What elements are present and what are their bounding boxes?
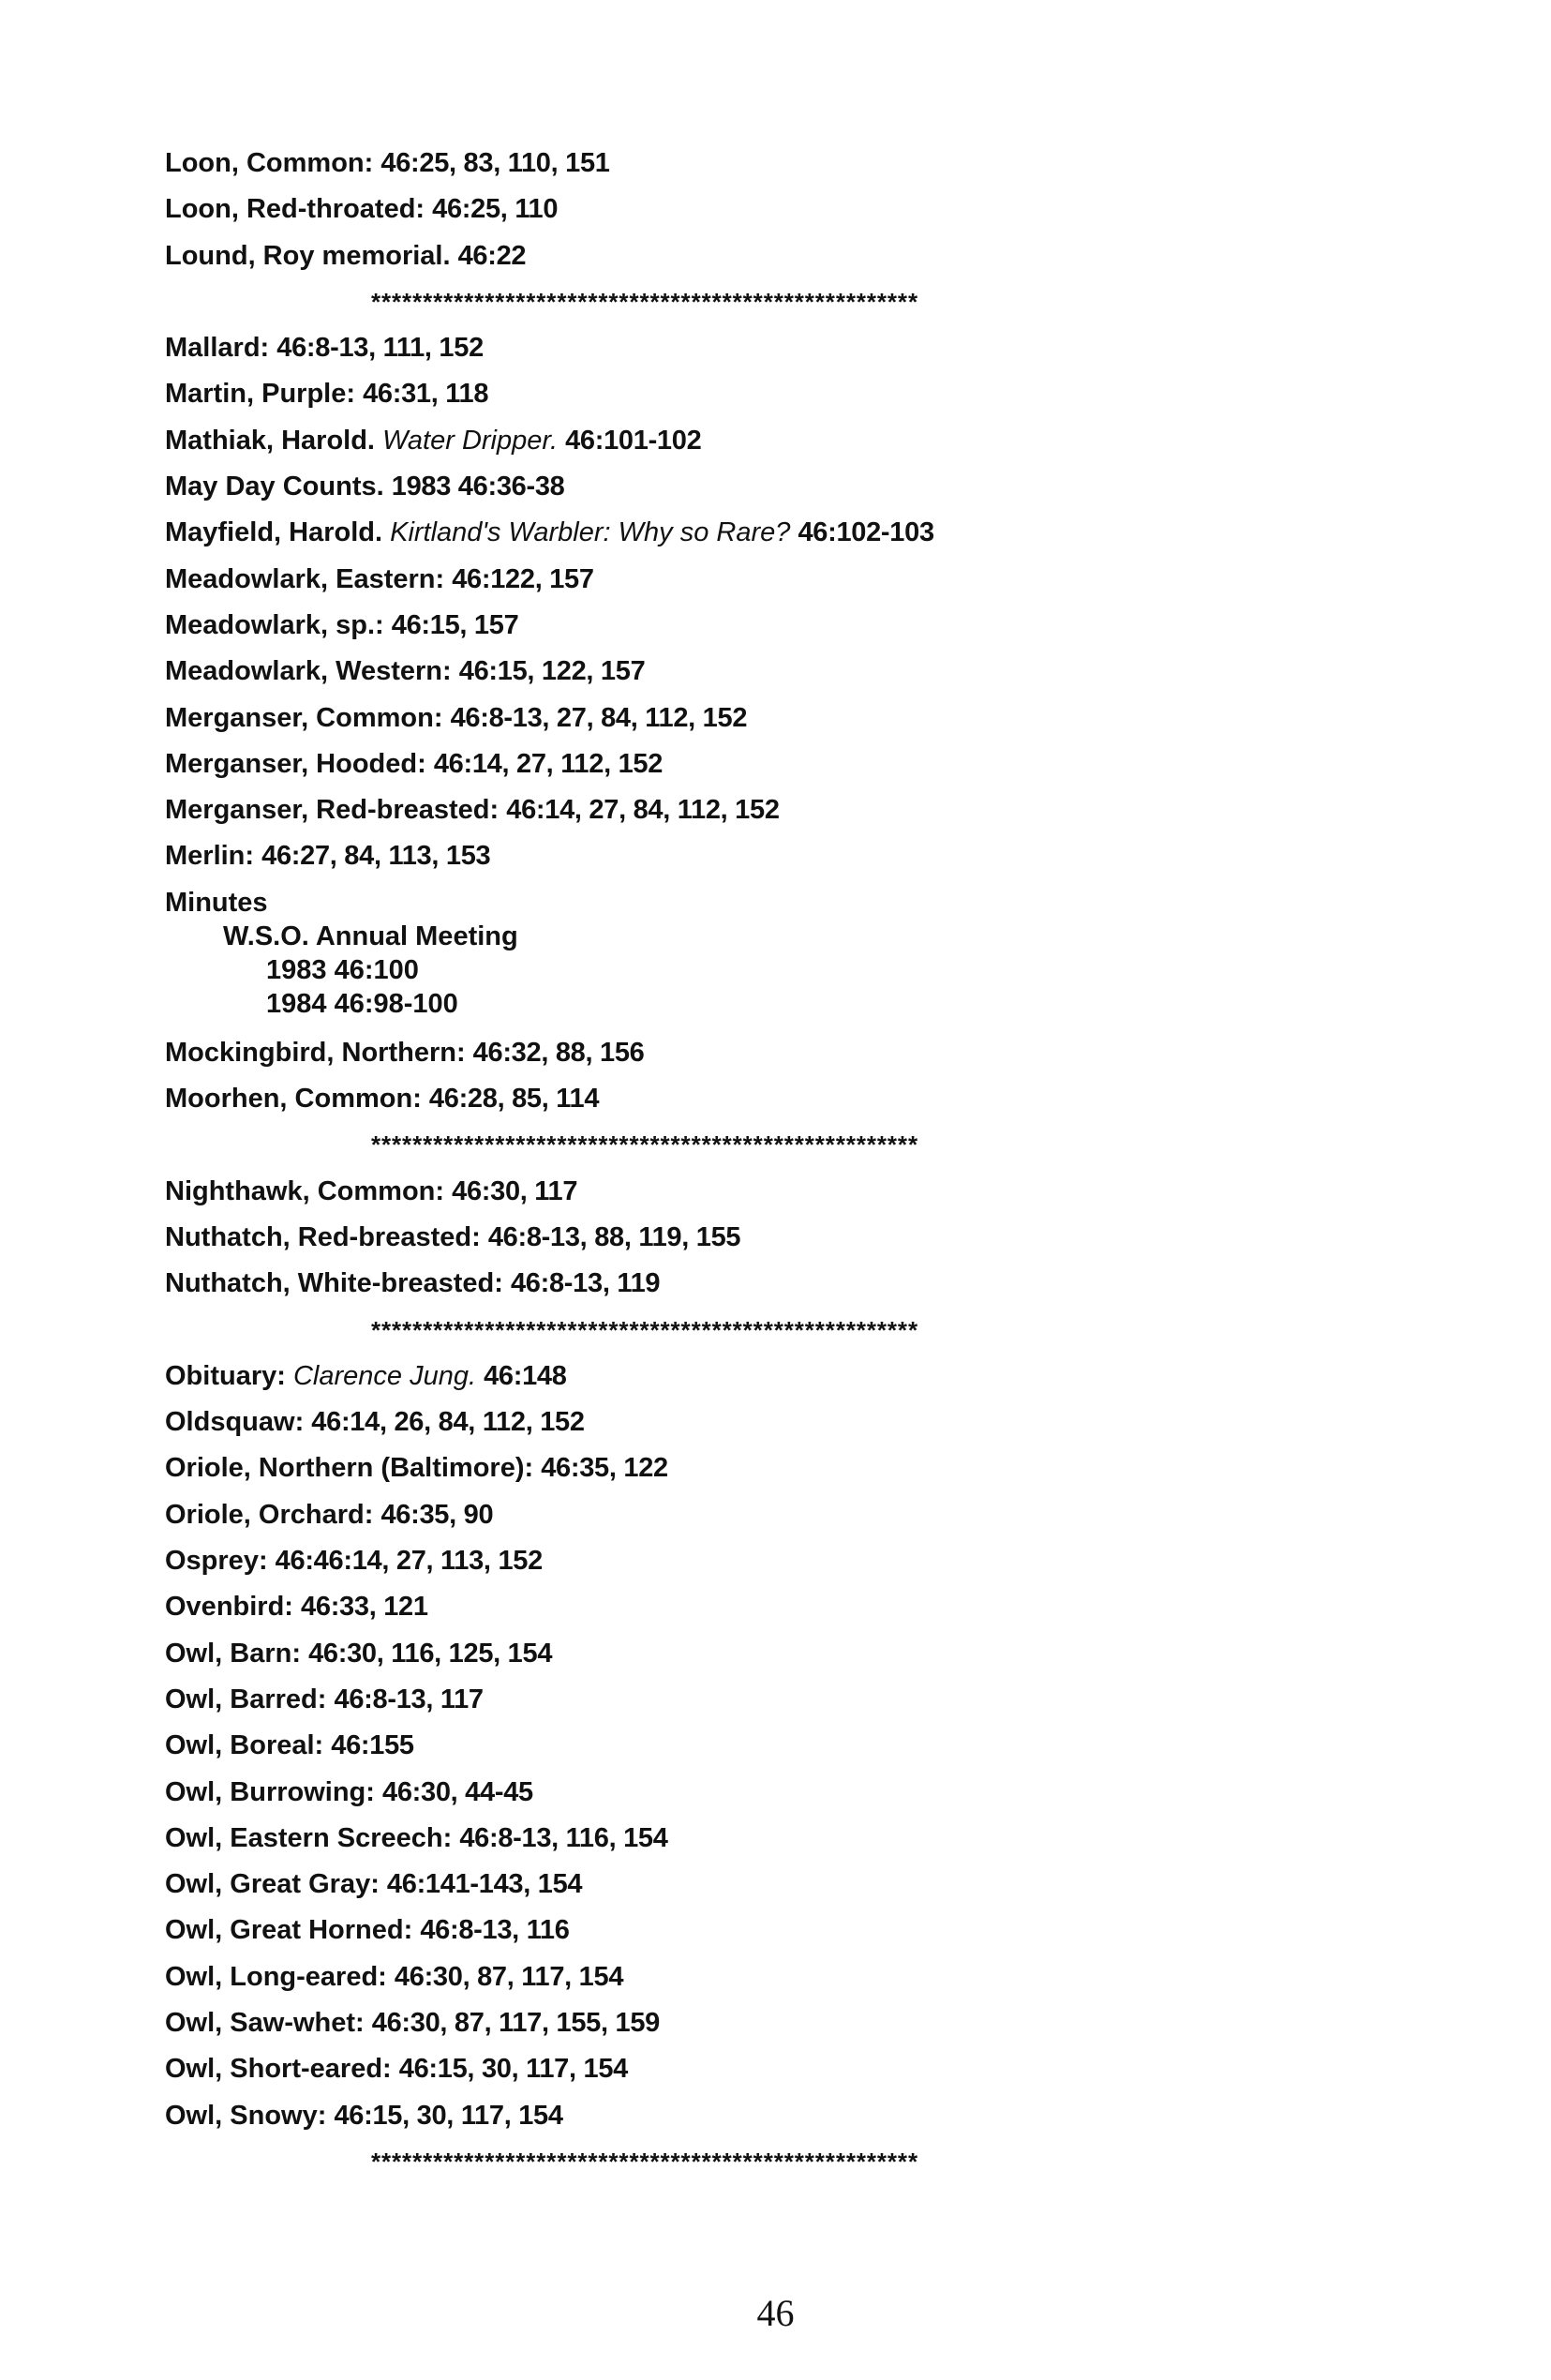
entry-title: Clarence Jung. <box>292 1360 477 1391</box>
index-entry <box>165 603 1421 649</box>
index-entry <box>165 2046 1421 2092</box>
page-number: 46 <box>756 2292 795 2334</box>
index-entry <box>165 1445 1421 1491</box>
index-entry <box>165 418 1421 464</box>
entry-term: Lound, Roy memorial. <box>165 240 451 271</box>
index-entry <box>165 1076 1421 1122</box>
entry-term: Osprey: <box>165 1546 268 1577</box>
index-entry <box>165 141 1421 187</box>
entry-term: Nighthawk, Common: <box>165 1175 445 1206</box>
index-entry <box>165 1908 1421 1953</box>
entry-refs: 46:15, 157 <box>391 609 519 640</box>
entry-term: Owl, Great Horned: <box>165 1915 413 1946</box>
entry-term: Owl, Short-eared: <box>165 2054 392 2085</box>
entry-refs: 1983 46:36-38 <box>391 472 565 502</box>
entry-refs: 46:102-103 <box>798 517 934 548</box>
section-separator: ***************************************************** <box>371 1130 918 1160</box>
entry-term: Owl, Barred: <box>165 1684 327 1714</box>
entry-title: Water Dripper. <box>382 425 559 456</box>
entry-term: Oriole, Orchard: <box>165 1499 374 1530</box>
entry-refs: 46:35, 122 <box>541 1453 668 1484</box>
entry-term: Owl, Boreal: <box>165 1730 324 1761</box>
entry-refs: 46:30, 117 <box>452 1175 578 1206</box>
entry-refs: 46:8-13, 88, 119, 155 <box>487 1221 741 1252</box>
entry-refs: 46:31, 118 <box>363 379 489 410</box>
index-entry <box>165 1538 1421 1584</box>
entry-term: Owl, Great Gray: <box>165 1869 380 1900</box>
entry-term: Merganser, Hooded: <box>165 748 426 779</box>
entry-term: Loon, Common: <box>165 148 374 178</box>
entry-term: Owl, Burrowing: <box>165 1776 375 1807</box>
index-entry <box>165 1400 1421 1445</box>
entry-refs: 46:8-13, 116, 154 <box>459 1822 668 1853</box>
sub-entry-refs: 1984 46:98-100 <box>266 988 458 1019</box>
entry-term: May Day Counts. <box>165 472 384 502</box>
minutes-entry <box>165 880 1421 1021</box>
entry-refs: 46:8-13, 111, 152 <box>276 333 484 364</box>
index-entry <box>165 1816 1421 1862</box>
index-entry <box>165 1631 1421 1677</box>
entry-refs: 46:8-13, 117 <box>334 1684 484 1714</box>
section-separator: ***************************************************** <box>371 2147 918 2176</box>
entry-term: Owl, Barn: <box>165 1638 302 1669</box>
entry-refs: 46:22 <box>457 240 527 271</box>
index-entry <box>165 741 1421 787</box>
index-entry <box>165 696 1421 741</box>
entry-refs: 46:14, 27, 84, 112, 152 <box>506 795 780 826</box>
entry-refs: 46:33, 121 <box>301 1592 428 1623</box>
entry-refs: 46:32, 88, 156 <box>472 1037 645 1068</box>
index-entry <box>165 1261 1421 1307</box>
index-entry <box>165 1030 1421 1076</box>
entry-refs: 46:8-13, 116 <box>420 1915 570 1946</box>
index-entry <box>165 1215 1421 1261</box>
entry-term: Ovenbird: <box>165 1592 293 1623</box>
index-entries <box>165 141 1421 2185</box>
entry-term: Owl, Long-eared: <box>165 1961 387 1992</box>
entry-term: Oriole, Northern (Baltimore): <box>165 1453 534 1484</box>
sub-entry-refs: 1983 46:100 <box>266 954 419 985</box>
index-entry <box>165 187 1421 232</box>
entry-term: Nuthatch, White-breasted: <box>165 1268 503 1299</box>
entry-refs: 46:101-102 <box>565 425 702 456</box>
entry-refs: 46:141-143, 154 <box>386 1869 583 1900</box>
entry-refs: 46:148 <box>484 1360 567 1391</box>
index-entry <box>165 649 1421 695</box>
entry-refs: 46:25, 110 <box>432 194 559 225</box>
entry-term: Owl, Eastern Screech: <box>165 1822 453 1853</box>
index-entry <box>165 1492 1421 1538</box>
entry-refs: 46:25, 83, 110, 151 <box>380 148 610 178</box>
entry-refs: 46:30, 116, 125, 154 <box>308 1638 553 1669</box>
entry-refs: 46:28, 85, 114 <box>428 1084 600 1115</box>
entry-refs: 46:27, 84, 113, 153 <box>261 841 491 872</box>
entry-term: Mockingbird, Northern: <box>165 1037 466 1068</box>
entry-term: Martin, Purple: <box>165 379 356 410</box>
section-separator: ***************************************************** <box>371 287 918 316</box>
entry-term: Nuthatch, Red-breasted: <box>165 1221 481 1252</box>
entry-term: Merlin: <box>165 841 255 872</box>
entry-term: Mallard: <box>165 333 270 364</box>
index-entry <box>165 1169 1421 1215</box>
index-entry <box>165 557 1421 603</box>
index-entry <box>165 233 1421 279</box>
section-separator: ***************************************************** <box>371 1315 918 1344</box>
index-entry <box>165 510 1421 556</box>
entry-refs: 46:15, 122, 157 <box>458 656 646 687</box>
entry-term: Mayfield, Harold. <box>165 517 383 548</box>
entry-refs: 46:15, 30, 117, 154 <box>398 2054 629 2085</box>
entry-term: Merganser, Common: <box>165 702 443 733</box>
entry-term: Loon, Red-throated: <box>165 194 425 225</box>
entry-term: Meadowlark, sp.: <box>165 609 384 640</box>
index-entry <box>165 1862 1421 1908</box>
index-entry <box>165 833 1421 879</box>
sub-entry-term: W.S.O. Annual Meeting <box>223 921 518 951</box>
entry-term: Owl, Saw-whet: <box>165 2007 365 2038</box>
entry-refs: 46:155 <box>331 1730 414 1761</box>
entry-refs: 46:30, 44-45 <box>382 1776 533 1807</box>
index-entry <box>165 1677 1421 1723</box>
entry-term: Obituary: <box>165 1360 286 1391</box>
entry-refs: 46:122, 157 <box>452 563 594 594</box>
index-entry <box>165 371 1421 417</box>
entry-title: Kirtland's Warbler: Why so Rare? <box>390 517 791 548</box>
entry-refs: 46:15, 30, 117, 154 <box>334 2100 563 2131</box>
entry-term: Merganser, Red-breasted: <box>165 795 500 826</box>
entry-refs: 46:30, 87, 117, 154 <box>394 1961 624 1992</box>
entry-refs: 46:8-13, 119 <box>510 1268 661 1299</box>
entry-refs: 46:30, 87, 117, 155, 159 <box>371 2007 660 2038</box>
index-entry <box>165 325 1421 371</box>
entry-term: Meadowlark, Eastern: <box>165 563 445 594</box>
index-entry <box>165 1584 1421 1630</box>
entry-term: Oldsquaw: <box>165 1407 305 1438</box>
entry-refs: 46:14, 26, 84, 112, 152 <box>311 1407 585 1438</box>
entry-term: Moorhen, Common: <box>165 1084 422 1115</box>
entry-refs: 46:46:14, 27, 113, 152 <box>275 1546 543 1577</box>
index-entry <box>165 1770 1421 1816</box>
index-entry <box>165 787 1421 833</box>
index-entry <box>165 1723 1421 1769</box>
entry-term: Owl, Snowy: <box>165 2100 327 2131</box>
entry-term: Minutes <box>165 887 268 918</box>
index-entry <box>165 1354 1421 1400</box>
entry-term: Mathiak, Harold. <box>165 425 375 456</box>
index-entry <box>165 2000 1421 2046</box>
entry-refs: 46:35, 90 <box>380 1499 494 1530</box>
index-entry <box>165 464 1421 510</box>
entry-refs: 46:8-13, 27, 84, 112, 152 <box>450 702 748 733</box>
entry-term: Meadowlark, Western: <box>165 656 452 687</box>
index-entry <box>165 1954 1421 2000</box>
index-entry <box>165 2093 1421 2139</box>
entry-refs: 46:14, 27, 112, 152 <box>433 748 664 779</box>
